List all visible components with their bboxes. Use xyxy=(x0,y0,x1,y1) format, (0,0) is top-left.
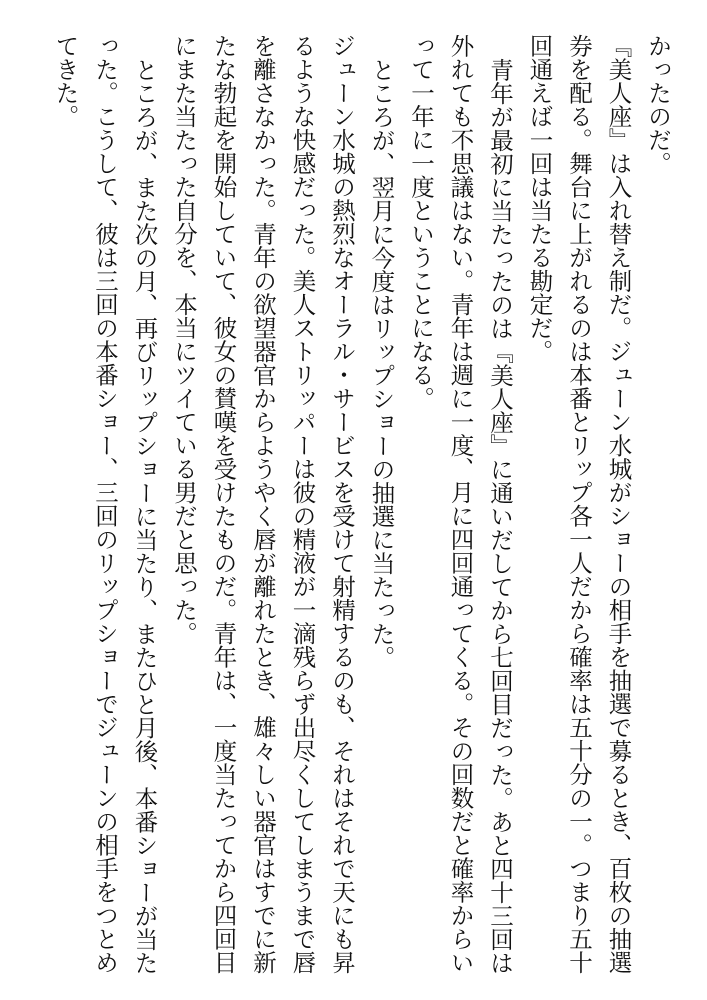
paragraph-continuation: かったのだ。 xyxy=(644,34,672,175)
paragraph-next-month: ところが、翌月に今度はリップショーの抽選に当たった。 xyxy=(367,57,396,669)
paragraph-lip-show: ジューン水城の熱烈なオーラル・サービスを受けて射精するのも、それはそれで天にも昇るような快感だった。美人ストリッパーは彼の精液が一滴残らず出尽くしてしまうまで唇を離さなかった。青年の欲望器官からようやく唇が離れたとき、雄々しい器官はすでに新たな勃起を開始していて、彼女の賛嘆を受けたものだ。青年は、一度当たってから四回目にまた当たった自分を、本当にツイている男だと思った。 xyxy=(170,34,356,974)
paragraph-again: ところが、また次の月、再びリップショーに当たり、またひと月後、本番ショーが当たった。こうして、彼は三回の本番ショー、三回のリップショーでジューンの相手をつとめてきた。 xyxy=(51,34,159,974)
vertical-text-body xyxy=(45,34,677,984)
paragraph-first-win: 青年が最初に当たったのは『美人座』に通いだしてから七回目だった。あと四十三回は外れても不思議はない。青年は週に一度、月に四回通ってくる。その回数だと確率からいって一年に一度ということになる。 xyxy=(407,34,514,974)
paragraph-bijinza-system: 『美人座』は入れ替え制だ。ジューン水城がショーの相手を抽選で募るとき、百枚の抽選券を配る。舞台に上がれるのは本番とリップ各一人だから確率は五十分の一。つまり五十回通えば一回は当たる勘定だ。 xyxy=(525,34,633,974)
